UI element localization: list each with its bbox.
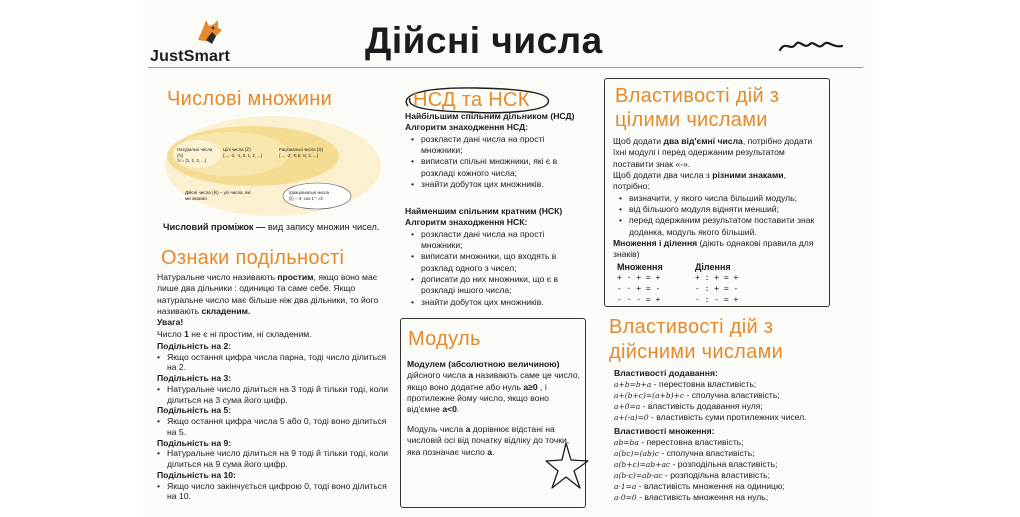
property-text: - властивість множення на одиницю; [636,481,785,491]
rule-10 [157,470,389,502]
property-text: - властивість суми протилежних чисел. [648,412,807,422]
gcd-lcm-heading: НСД та НСК [413,89,530,111]
mult-div-rest: (діють однакові правила для знаків) [613,238,814,260]
formula: a+(b+c)=(a+b)+c [614,391,685,400]
p2-bold: різними знаками [712,170,784,181]
p1-text-2: , потрібно додати їхні модулі і перед одержаним результатом поставити знак «-». [613,136,813,169]
integer-ops-heading: Властивості дій з цілими числами [615,85,780,131]
property-text: - розподільна властивість; [670,459,778,469]
formula: a(bc)=(ab)c [614,449,659,458]
mult-column-header: Множення [617,262,663,272]
rule-text: • Якщо остання цифра числа парна, тоді число ділиться на 2. [157,352,389,373]
logo [150,18,260,70]
property-text: - властивість додавання нуля; [640,401,763,411]
addition-properties [614,368,842,423]
def-text-4: . [456,404,460,415]
note-one: 1 [184,328,189,339]
mult-div-bold: Множення і ділення [613,238,698,248]
composite-word: складеним. [201,306,251,317]
p1-text-1: Щоб додати [613,136,664,146]
prime-word: простим [277,272,314,282]
lcm-algorithm-title: Алгоритм знаходження НСК: [405,217,528,228]
multiplication-title: Властивості множення: [614,426,715,436]
mult-rule: - · - = + [617,294,661,304]
irrational-set-example: (𝕀) – π; cos 1°; √2 [289,195,323,201]
def-text-2: називають саме це число, якщо воно додатне або нуль [407,370,581,392]
gcd-algorithm-title: Алгоритм знаходження НСД: [405,122,529,133]
irrational-set-label: Ірраціональні числа [289,190,329,195]
number-sets-diagram [163,114,383,218]
number-sets-heading: Числові множини [167,88,333,110]
note-text-2: не є ні простим, ні складеним. [188,328,312,339]
squiggle-decoration-icon [778,36,844,56]
page-title: Дійсні числа [365,20,603,61]
lcm-section [405,206,583,308]
p1-bold: два від'ємні числа [663,136,743,146]
formula: a+(-a)=0 [614,413,649,422]
property-text: - перестовна властивість; [651,379,757,389]
fox-mascot-icon [194,18,226,48]
formula: a(b+c)=ab+ac [614,460,671,469]
intro-text-2: , якщо воно має лише два дільники : одиницю та саме себе. Якщо натуральне число має більше ніж два дільники, то його називають [157,272,379,317]
div-column-header: Ділення [695,262,731,272]
geo-text-1: Модуль числа [407,424,466,434]
div-rule: - : - = + [695,294,739,304]
lcm-step: • розкласти дані числа на прості множники; [411,229,583,252]
div-rule: - : + = - [695,283,739,293]
geo-text-3: . [492,446,495,457]
addition-item [614,379,842,390]
number-interval-term: Числовий проміжок — [163,222,266,232]
divisibility-rules [157,341,389,502]
var-a: a [468,370,474,381]
integer-set-label: Цілі числа (ℤ) [223,147,251,152]
gcd-step: • розкласти дані числа на прості множники; [411,134,583,157]
rule-title: Подільність на 3: [157,373,232,384]
condition-nonnegative: a≥0 [523,381,538,392]
lcm-step: • знайти добуток цих множників. [411,297,583,308]
lcm-definition: Найменшим спільним кратним (НСК) [405,206,563,216]
divisibility-heading: Ознаки подільності [161,247,345,269]
lcm-step: • дописати до них множники, що є в розкладі іншого числа; [411,274,583,297]
number-interval-note [163,221,385,233]
formula: a(b-c)=ab-ac [614,471,663,480]
integer-ops-text [613,136,825,238]
gcd-definition: Найбільшим спільним дільником (НСД) [405,111,575,121]
header-divider [148,67,863,68]
rule-title: Подільність на 5: [157,405,232,416]
rule-9 [157,438,389,470]
rational-set-example: {..., -2; -0,5; ⅓; 2, ...} [279,152,319,158]
real-ops-heading: Властивості дій з дійсними числами [609,316,784,363]
gcd-step: • знайти добуток цих множників. [411,179,583,190]
multiplication-item [614,437,842,448]
modulus-definition [407,359,581,416]
addition-item [614,390,842,401]
gcd-step: • виписати спільні множники, які є в розкладі кожного числа; [411,156,583,179]
property-text: - розподільна властивість; [662,470,771,480]
geo-text-2: дорівнює відстані на числовій осі від початку відліку до точки, яка позначає число [407,424,570,457]
brand-name: JustSmart [150,48,231,65]
real-set-label: Дійсні числа (ℝ) – усі числа, які ми знаємо [185,190,251,201]
number-interval-rest: вид запису множин чисел. [265,222,380,232]
p2-text-2: , потрібно: [613,170,786,192]
sign-rules-table [617,261,765,306]
multiplication-item [614,492,842,503]
formula: a+0=a [614,402,641,411]
rule-title: Подільність на 9: [157,437,232,448]
formula: ab=ba [614,438,639,447]
mult-rule: + · + = + [617,273,661,283]
modulus-term: Модулем (абсолютною величиною) [407,359,560,369]
rule-5 [157,405,389,437]
modulus-heading: Модуль [408,328,481,350]
rule-text: • Якщо число закінчується цифрою 0, тоді воно ділиться на 10. [157,481,389,502]
intro-text-1: Натуральне число називають [157,272,278,282]
natural-set-label: Натуральні числа (ℕ) [177,147,213,158]
lcm-step: • виписати множники, що входять в розклад одного з чисел; [411,251,583,274]
rational-set-label: Раціональні числа (ℚ) [279,147,324,152]
property-text: - сполучна властивість; [658,448,755,458]
geo-var-a: a [465,424,471,434]
gcd-section [405,111,583,190]
property-text: - сполучна властивість; [684,390,780,400]
formula: a·1=a [614,482,637,491]
multiplication-item [614,459,842,470]
rule-3 [157,373,389,405]
rule-title: Подільність на 2: [157,341,232,351]
sign-step: • визначити, у якого числа більший модуль; [619,193,825,204]
property-text: - перестовна властивість; [638,437,744,447]
note-text-1: Число [157,328,185,339]
sign-step: • від більшого модуля відняти менший; [619,204,825,215]
property-text: - властивість множення на нуль; [636,492,769,502]
formula: a·0=0 [614,493,637,502]
star-doodle-icon [544,440,590,490]
natural-set-example: ℕ = {1, 2, 3, ...} [177,158,207,164]
mult-rule: - · + = - [617,283,661,293]
condition-negative: a<0 [442,404,457,415]
addition-item [614,401,842,412]
divisibility-intro [157,272,389,340]
rule-text: • Натуральне число ділиться на 9 тоді й тільки тоді, коли ділиться на 9 сума його цифр. [157,448,389,469]
def-text-1: дійсного числа [407,370,469,381]
multiplication-properties [614,426,842,503]
div-rule: + : + = + [695,273,739,283]
multiplication-item [614,448,842,459]
attention-label: Увага! [157,317,184,328]
sign-step: • перед одержаним результатом поставити знак доданка, модуль якого більший. [619,215,825,238]
rule-text: • Натуральне число ділиться на 3 тоді й тільки тоді, коли ділиться на 3 сума його цифр. [157,384,389,405]
addition-title: Властивості додавання: [614,368,718,378]
integer-set-example: {..., -2, -1, 0, 1, 2, ...} [223,152,263,158]
formula: a+b=b+a [614,380,652,389]
multiplication-item [614,470,842,481]
rule-text: • Якщо остання цифра числа 5 або 0, тоді воно ділиться на 5. [157,416,389,437]
multiplication-item [614,481,842,492]
def-text-3: , і протилежне йому число, якщо воно від'ємне [407,381,549,415]
rule-title: Подільність на 10: [157,469,236,480]
geo-var-a2: a [487,446,493,457]
addition-item [614,412,842,423]
rule-2 [157,341,389,373]
mult-div-note [613,238,825,261]
p2-text-1: Щоб додати два числа з [613,170,713,181]
